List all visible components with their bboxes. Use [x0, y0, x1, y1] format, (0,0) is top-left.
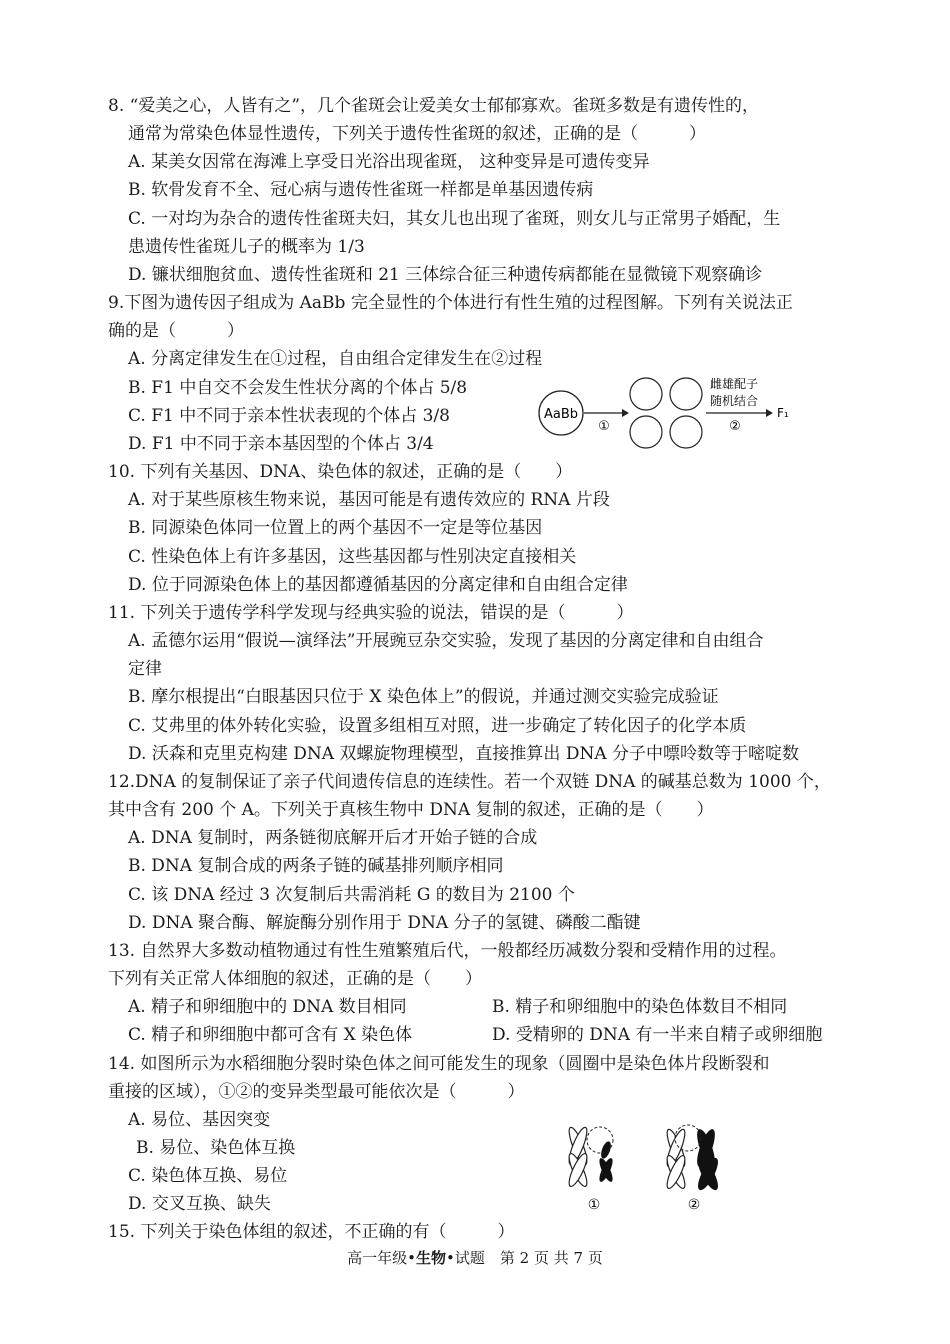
q14-option-d: D. 交叉互换、缺失 — [128, 1194, 271, 1214]
combine-label-line2: 随机结合 — [710, 394, 759, 408]
q12-stem-line1: 12.DNA 的复制保证了亲子代间遗传信息的连续性。若一个双链 DNA 的碱基总数为 1000 个， — [108, 772, 831, 792]
q10-option-b: B. 同源染色体同一位置上的两个基因不一定是等位基因 — [128, 518, 543, 538]
footer-grade: 高一年级 — [347, 1249, 408, 1267]
q14-chromosome-figure — [548, 1122, 748, 1214]
q9-option-a: A. 分离定律发生在①过程，自由组合定律发生在②过程 — [128, 349, 543, 369]
q8-stem-line1: 8. “爱美之心，人皆有之”，几个雀斑会让爱美女士郁郁寡欢。雀斑多数是有遗传性的， — [108, 96, 760, 116]
q12-option-d: D. DNA 聚合酶、解旋酶分别作用于 DNA 分子的氢键、磷酸二酯键 — [128, 913, 641, 933]
q11-stem: 11. 下列关于遗传学科学发现与经典实验的说法，错误的是（ ） — [108, 603, 634, 623]
q13-option-d: D. 受精卵的 DNA 有一半来自精子或卵细胞 — [492, 1025, 823, 1045]
q9-option-c: C. F1 中不同于亲本性状表现的个体占 3/8 — [128, 406, 450, 426]
q9-option-b: B. F1 中自交不会发生性状分离的个体占 5/8 — [128, 378, 468, 398]
chromosome-pair-1 — [566, 1126, 615, 1189]
q8-option-c-line1: C. 一对均为杂合的遗传性雀斑夫妇，其女儿也出现了雀斑，则女儿与正常男子婚配，生 — [128, 209, 781, 229]
q11-option-b: B. 摩尔根提出“白眼基因只位于 X 染色体上”的假说，并通过测交实验完成验证 — [128, 687, 719, 707]
q10-stem: 10. 下列有关基因、DNA、染色体的叙述，正确的是（ ） — [108, 462, 573, 482]
q12-option-a: A. DNA 复制时，两条链彻底解开后才开始子链的合成 — [128, 828, 538, 848]
q14-option-b: B. 易位、染色体互换 — [136, 1138, 296, 1158]
footer-dot-1: • — [407, 1249, 417, 1267]
gamete-circle-aB — [670, 378, 702, 410]
q11-option-c: C. 艾弗里的体外转化实验，设置多组相互对照，进一步确定了转化因子的化学本质 — [128, 716, 747, 736]
q15-stem: 15. 下列关于染色体组的叙述，不正确的有（ ） — [108, 1222, 515, 1242]
q12-option-b: B. DNA 复制合成的两条子链的碱基排列顺序相同 — [128, 856, 504, 876]
q11-option-a-line2: 定律 — [128, 659, 162, 679]
q14-stem-line2: 重接的区域），①②的变异类型最可能依次是（ ） — [108, 1082, 525, 1102]
q8-option-d: D. 镰状细胞贫血、遗传性雀斑和 21 三体综合征三种遗传病都能在显微镜下观察确诊 — [128, 265, 763, 285]
footer-kind: 试题 — [454, 1249, 485, 1267]
footer-subject: 生物 — [416, 1249, 447, 1267]
q13-stem-line1: 13. 自然界大多数动植物通过有性生殖繁殖后代，一般都经历减数分裂和受精作用的过程。 — [108, 941, 787, 961]
arrow-2-head — [766, 409, 773, 417]
parent-label: AaBb — [543, 407, 579, 422]
footer-dot-2: • — [446, 1249, 455, 1267]
q9-diagram — [534, 370, 824, 452]
page-footer — [0, 1247, 950, 1268]
gamete-circle-AB — [630, 378, 662, 410]
step-2-label: ② — [729, 419, 741, 434]
q14-stem-line1: 14. 如图所示为水稻细胞分裂时染色体之间可能发生的现象（圆圈中是染色体片段断裂和 — [108, 1054, 770, 1074]
q12-option-c: C. 该 DNA 经过 3 次复制后共需消耗 G 的数目为 2100 个 — [128, 885, 575, 905]
q13-option-a: A. 精子和卵细胞中的 DNA 数目相同 — [128, 997, 407, 1017]
q10-option-d: D. 位于同源染色体上的基因都遵循基因的分离定律和自由组合定律 — [128, 575, 628, 595]
q13-option-c: C. 精子和卵细胞中都可含有 X 染色体 — [128, 1025, 413, 1045]
q14-option-a: A. 易位、基因突变 — [128, 1110, 271, 1130]
gamete-circle-ab — [670, 416, 702, 448]
q8-option-c-line2: 患遗传性雀斑儿子的概率为 1/3 — [128, 237, 365, 257]
q8-option-b: B. 软骨发育不全、冠心病与遗传性雀斑一样都是单基因遗传病 — [128, 180, 594, 200]
step-1-label: ① — [598, 419, 610, 434]
q9-stem-line1: 9.下图为遗传因子组成为 AaBb 完全显性的个体进行有性生殖的过程图解。下列有关说法正 — [108, 293, 793, 313]
fig-label-1: ① — [587, 1197, 601, 1213]
q11-option-d: D. 沃森和克里克构建 DNA 双螺旋物理模型，直接推算出 DNA 分子中嘌呤数等于嘧啶数 — [128, 744, 800, 764]
q11-option-a-line1: A. 孟德尔运用“假说—演绎法”开展豌豆杂交实验，发现了基因的分离定律和自由组合 — [128, 631, 764, 651]
chromosome-pair-2 — [664, 1125, 722, 1193]
q9-option-d: D. F1 中不同于亲本基因型的个体占 3/4 — [128, 434, 434, 454]
q14-option-c: C. 染色体互换、易位 — [128, 1166, 288, 1186]
q13-stem-line2: 下列有关正常人体细胞的叙述，正确的是（ ） — [108, 969, 482, 989]
q9-stem-line2: 确的是（ ） — [108, 321, 244, 341]
q8-option-a: A. 某美女因常在海滩上享受日光浴出现雀斑， 这种变异是可遗传变异 — [128, 152, 650, 172]
fig-label-2: ② — [687, 1197, 701, 1213]
q8-stem-line2: 通常为常染色体显性遗传，下列关于遗传性雀斑的叙述，正确的是（ ） — [128, 124, 706, 144]
footer-page-info: 第 2 页 共 7 页 — [499, 1249, 603, 1267]
arrow-1-head — [622, 409, 629, 417]
q13-option-b: B. 精子和卵细胞中的染色体数目不相同 — [492, 997, 788, 1017]
q10-option-c: C. 性染色体上有许多基因，这些基因都与性别决定直接相关 — [128, 547, 577, 567]
f1-label: F₁ — [777, 406, 789, 420]
q12-stem-line2: 其中含有 200 个 A。下列关于真核生物中 DNA 复制的叙述，正确的是（ ） — [108, 800, 714, 820]
q10-option-a: A. 对于某些原核生物来说，基因可能是有遗传效应的 RNA 片段 — [128, 490, 610, 510]
combine-label-line1: 雌雄配子 — [710, 377, 759, 391]
gamete-circle-Ab — [630, 416, 662, 448]
